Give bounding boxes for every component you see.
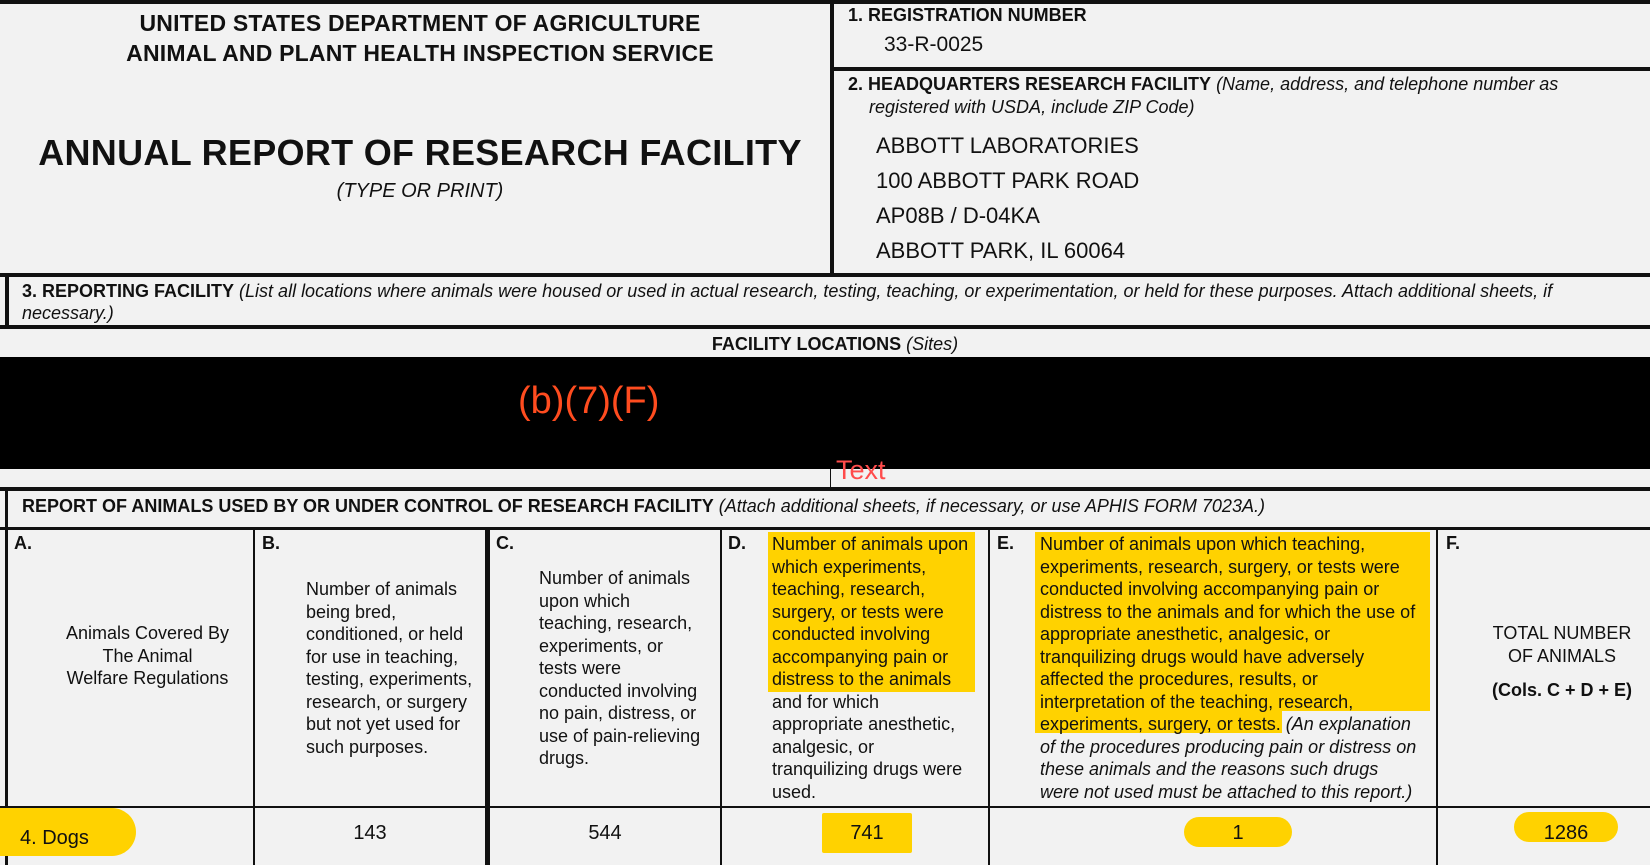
header-line: OF ANIMALS [1507,645,1617,666]
facility-locations-note: (Sites) [906,334,959,354]
registration-number: 33-R-0025 [884,33,984,56]
header-line: accompanying pain or [772,646,949,667]
agency-line-1: UNITED STATES DEPARTMENT OF AGRICULTURE [139,10,701,36]
redaction-block [0,357,1650,469]
header-line: appropriate anesthetic, analgesic, or [1040,624,1331,644]
column-divider [253,529,255,865]
headquarters-note-2: registered with USDA, include ZIP Code) [869,97,1195,117]
report-label: REPORT OF ANIMALS USED BY OR UNDER CONTROL OF RESEARCH FACILITY [22,496,714,516]
header-line: interpretation of the teaching, research, [1040,691,1354,712]
header-line: conducted involving [539,680,698,701]
header-line: experiments, or [539,635,664,656]
form-title: ANNUAL REPORT OF RESEARCH FACILITY [38,132,802,173]
header-line: surgery, or tests were [772,601,944,622]
column-divider [720,529,722,865]
facility-locations-heading [0,334,1650,355]
stray-text: Text [836,455,886,485]
header-line: Number of animals upon [772,534,969,554]
column-d-header [772,533,968,803]
reporting-label: 3. REPORTING FACILITY [22,281,235,301]
reporting-top-border [0,273,1650,277]
header-line: drugs. [539,748,590,768]
row-col-d-value: 741 [850,822,884,844]
header-note-line: these animals and the reasons such drugs [1040,759,1379,779]
column-e-letter: E. [997,533,1015,553]
column-divider [988,529,990,865]
registration-divider [832,67,1650,71]
header-line: upon which [539,590,631,611]
row-col-e-value: 1 [1232,822,1244,844]
header-line: distress to the animals [772,669,952,689]
header-line: Number of animals [539,568,691,588]
header-line: no pain, distress, or [539,703,697,723]
header-line: use of pain-relieving [539,725,701,746]
address-line: 100 ABBOTT PARK ROAD [876,168,1140,193]
report-note: (Attach additional sheets, if necessary, or use APHIS FORM 7023A.) [718,496,1265,516]
header-line: teaching, research, [772,579,926,599]
header-line: TOTAL NUMBER [1492,623,1632,643]
reporting-bottom-border [0,325,1650,329]
header-line: tests were [539,658,622,678]
header-note-line: were not used must be attached to this report.) [1040,781,1413,802]
header-line: being bred, [306,601,397,622]
header-line: Animals Covered By [65,623,230,643]
address-line: AP08B / D-04KA [876,203,1040,228]
header-line: affected the procedures, results, or [1040,669,1318,689]
column-c-letter: C. [496,533,514,553]
header-line: appropriate anesthetic, [772,714,956,734]
redaction-code: (b)(7)(F) [518,380,660,422]
column-d-letter: D. [728,533,746,553]
report-header-divider [0,527,1650,530]
column-e-header [1040,533,1416,803]
top-border [0,0,1650,4]
report-heading [22,496,1265,517]
header-divider [830,0,834,275]
header-line: Number of animals [306,579,458,599]
header-line: Welfare Regulations [66,668,229,688]
column-b-header [306,578,472,758]
header-line: analgesic, or [772,736,875,757]
header-line-highlight-end: experiments, surgery, or tests. [1040,714,1281,734]
address-line: ABBOTT LABORATORIES [876,133,1139,158]
column-c-header [539,567,700,770]
header-line: such purposes. [306,736,429,757]
address-line: ABBOTT PARK, IL 60064 [876,238,1126,263]
column-b-letter: B. [262,533,280,553]
reporting-facility [22,280,1632,324]
facility-locations-label: FACILITY LOCATIONS [711,334,902,354]
reporting-left-border [5,273,9,327]
header-line: tranquilizing drugs would have adversely [1040,646,1365,667]
reporting-note-2: necessary.) [22,303,114,323]
reporting-note: (List all locations where animals were housed or used in actual research, testing, teaching, or experimentation, or held for these purposes. Attach additional sheets, if [239,281,1553,301]
locations-divider [830,469,831,489]
headquarters-address [876,128,1139,268]
header-line: testing, experiments, [306,669,473,689]
form-subtitle: (TYPE OR PRINT) [336,180,504,202]
header-line: for use in teaching, [306,646,459,667]
header-line: research, or surgery [306,691,468,712]
header-line: which experiments, [772,556,927,577]
headquarters-label: 2. HEADQUARTERS RESEARCH FACILITY [848,74,1212,94]
row-col-b-value: 143 [353,822,387,844]
row-col-c-value: 544 [588,822,622,844]
header-line: conditioned, or held [306,624,464,644]
header-line: tranquilizing drugs were [772,759,963,779]
header-line: conducted involving [772,624,931,644]
header-note: (An explanation [1285,714,1411,734]
header-line: conducted involving accompanying pain or [1040,579,1380,599]
agency-line-2: ANIMAL AND PLANT HEALTH INSPECTION SERVICE [126,40,714,66]
header-line: The Animal [102,645,193,666]
header-line: used. [772,781,817,802]
agency-name [20,8,820,68]
column-divider [485,529,490,865]
row-col-f-value: 1286 [1543,822,1589,844]
report-top-border [0,487,1650,491]
column-f-header [1438,622,1650,702]
row-animal: 4. Dogs [20,827,89,849]
header-line: experiments, research, surgery, or tests were [1040,556,1400,577]
header-line: (Cols. C + D + E) [1491,680,1633,700]
headquarters-label-block [848,73,1558,119]
header-line: teaching, research, [539,613,693,633]
header-line: Number of animals upon which teaching, [1040,534,1366,554]
headquarters-note: (Name, address, and telephone number as [1216,74,1559,94]
header-note-line: of the procedures producing pain or distress on [1040,736,1417,757]
registration-label: 1. REGISTRATION NUMBER [848,5,1087,25]
column-a-letter: A. [14,533,32,553]
row-divider [0,806,1650,808]
column-a-header [40,622,255,690]
header-line: but not yet used for [306,714,461,734]
header-line: and for which [772,691,880,712]
header-line: distress to the animals and for which the use of [1040,601,1416,622]
column-f-letter: F. [1446,533,1461,553]
header-line [1040,713,1416,736]
